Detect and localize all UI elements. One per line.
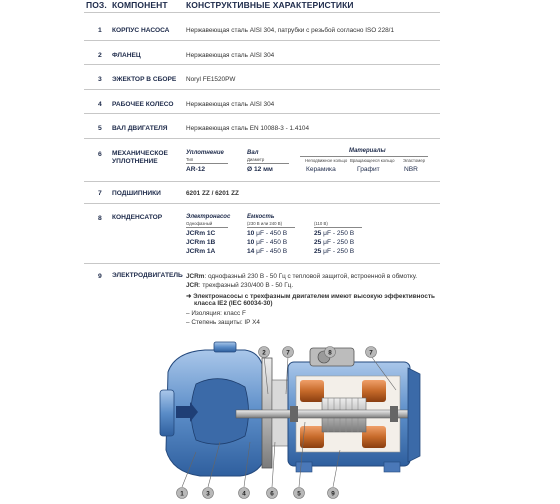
row-number: 6 xyxy=(98,151,102,158)
callout xyxy=(203,488,214,499)
divider xyxy=(84,263,440,264)
callout xyxy=(328,488,339,499)
divider xyxy=(186,163,228,164)
capacitor-row: JCRm 1A xyxy=(186,248,216,255)
seal-type-header: Уплотнение xyxy=(186,150,224,156)
svg-text:4: 4 xyxy=(242,490,246,498)
pump-cutaway-illustration xyxy=(0,332,560,504)
capacity-header: Емкость xyxy=(247,214,275,220)
svg-text:1: 1 xyxy=(180,490,184,498)
row-component: ЭЛЕКТРОДВИГАТЕЛЬ xyxy=(112,272,183,279)
header-component: КОМПОНЕНТ xyxy=(112,0,168,10)
capacitor-row: JCRm 1B xyxy=(186,239,216,246)
divider xyxy=(247,227,295,228)
motor-insulation: – Изоляция: класс F xyxy=(186,310,246,317)
divider xyxy=(84,89,440,90)
pump-header: Электронасос xyxy=(186,214,231,220)
svg-text:7: 7 xyxy=(286,349,290,357)
row-number: 3 xyxy=(98,76,102,83)
motor-shaft xyxy=(236,410,412,418)
row-number: 1 xyxy=(98,27,102,34)
row-component: ЭЖЕКТОР В СБОРЕ xyxy=(112,76,177,83)
callout xyxy=(294,488,305,499)
divider xyxy=(314,227,362,228)
row-component: ФЛАНЕЦ xyxy=(112,52,141,59)
header-features: КОНСТРУКТИВНЫЕ ХАРАКТЕРИСТИКИ xyxy=(186,0,354,10)
divider xyxy=(247,163,289,164)
svg-text:7: 7 xyxy=(369,349,373,357)
callout xyxy=(177,488,188,499)
divider xyxy=(84,203,440,204)
svg-text:9: 9 xyxy=(331,490,335,498)
callout xyxy=(283,347,294,358)
motor-line: JCRm: однофазный 230 В - 50 Гц с тепловой защитой, встроенной в обмотку. xyxy=(186,273,418,280)
row-description: Нержавеющая сталь AISI 304, патрубки с резьбой согласно ISO 228/1 xyxy=(186,27,395,34)
row-description: Нержавеющая сталь EN 10088-3 - 1.4104 xyxy=(186,125,310,132)
divider xyxy=(84,113,440,114)
svg-text:2: 2 xyxy=(262,349,266,357)
row-number: 8 xyxy=(98,215,102,222)
capacitor-row: JCRm 1C xyxy=(186,230,216,237)
divider xyxy=(300,156,428,157)
row-description: Noryl FE1520PW xyxy=(186,76,236,83)
divider xyxy=(84,40,440,41)
motor-protection: – Степень защиты: IP X4 xyxy=(186,319,260,326)
divider xyxy=(84,64,440,65)
svg-text:6: 6 xyxy=(270,490,274,498)
divider xyxy=(84,12,440,13)
svg-text:3: 3 xyxy=(206,490,210,498)
divider xyxy=(186,227,228,228)
svg-text:5: 5 xyxy=(297,490,301,498)
divider xyxy=(84,181,440,182)
header-pos: ПОЗ. xyxy=(86,0,107,10)
divider xyxy=(84,138,440,139)
row-number: 9 xyxy=(98,273,102,280)
row-number: 4 xyxy=(98,101,102,108)
elastomer-value: NBR xyxy=(404,166,418,173)
row-number: 2 xyxy=(98,52,102,59)
materials-header: Материалы xyxy=(349,148,386,154)
motor-line: JCR: трехфазный 230/400 В - 50 Гц. xyxy=(186,282,294,289)
table-row-capacitor: 8 КОНДЕНСАТОР Электронасос Однофазный Емкость (230 В или 240 В) (110 В) JCRm 1C 10 μF - 450 В 25 μF - 250 В JCRm 1B 10 μF - 450 В 25 μF - 250 В JCRm 1A 14 μF - 450 В 25 μF - 250 В xyxy=(98,214,355,255)
row-number: 5 xyxy=(98,125,102,132)
row-component: РАБОЧЕЕ КОЛЕСО xyxy=(112,101,174,108)
row-number: 7 xyxy=(98,190,102,197)
callout xyxy=(239,488,250,499)
callout xyxy=(325,347,336,358)
row-description: Нержавеющая сталь AISI 304 xyxy=(186,52,275,59)
seal-type-value: AR-12 xyxy=(186,166,206,173)
row-component: МЕХАНИЧЕСКОЕ УПЛОТНЕНИЕ xyxy=(112,150,168,165)
stationary-ring-value: Керамика xyxy=(306,166,336,173)
table-row-seal: 6 МЕХАНИЧЕСКОЕ УПЛОТНЕНИЕ Уплотнение Тип Вал Диаметр Материалы Неподвижное кольцо Вращающееся кольцо Эластомер AR-12 Ø 12 мм Керамика Графит NBR xyxy=(98,148,426,173)
motor-note: ➜ Электронасосы с трехфазным двигателем имеют высокую эффективность xyxy=(186,293,435,300)
row-component: КОРПУС НАСОСА xyxy=(112,27,170,34)
table-row-motor xyxy=(0,271,560,331)
motor-note-class: класса IE2 (IEC 60034-30) xyxy=(194,300,273,307)
shaft-diameter-value: Ø 12 мм xyxy=(247,166,273,173)
rotating-ring-value: Графит xyxy=(357,166,380,173)
row-description: Нержавеющая сталь AISI 304 xyxy=(186,101,275,108)
row-component: КОНДЕНСАТОР xyxy=(112,214,163,221)
row-component: ПОДШИПНИКИ xyxy=(112,190,161,197)
callout xyxy=(267,488,278,499)
shaft-header: Вал xyxy=(247,150,259,156)
svg-text:8: 8 xyxy=(328,349,332,357)
callout xyxy=(366,347,377,358)
row-description: 6201 ZZ / 6201 ZZ xyxy=(186,190,239,197)
row-component: ВАЛ ДВИГАТЕЛЯ xyxy=(112,125,168,132)
callout xyxy=(259,347,270,358)
